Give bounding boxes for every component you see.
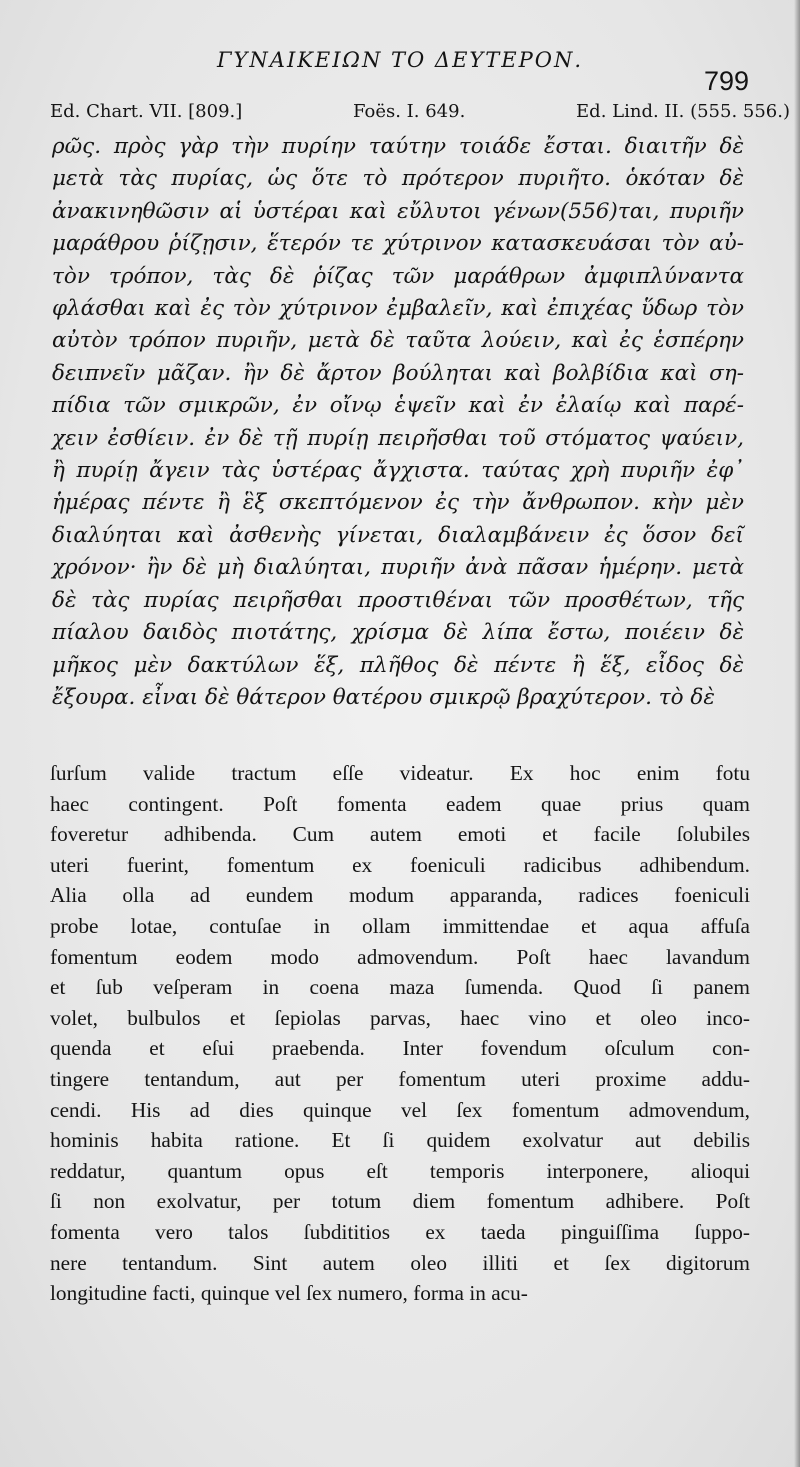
latin-line: quenda et eſui praebenda. Inter fovendum oſculum con- <box>50 1036 750 1061</box>
latin-line: reddatur, quantum opus eſt temporis interponere, alioqui <box>50 1158 750 1183</box>
greek-line: χρόνον· ἢν δὲ μὴ διαλύηται, πυριῆν ἀνὰ πᾶσαν ἡμέρην. μετὰ <box>52 555 744 581</box>
latin-line: foveretur adhibenda. Cum autem emoti et facile ſolubiles <box>50 822 750 847</box>
edition-ref-foes: Foës. I. 649. <box>353 101 466 122</box>
edition-ref-lind: Ed. Lind. II. (555. 556.) <box>576 101 790 122</box>
greek-line: ἀνακινηθῶσιν αἱ ὑστέραι καὶ εὔλυτοι γένων(556)ται, πυριῆν <box>52 198 744 224</box>
latin-line: haec contingent. Poſt fomenta eadem quae prius quam <box>50 791 750 816</box>
latin-line: ſi non exolvatur, per totum diem fomentum adhibere. Poſt <box>50 1189 750 1214</box>
greek-line: ρῶς. πρὸς γὰρ τὴν πυρίην ταύτην τοιάδε ἔσται. διαιτῆν δὲ <box>52 134 744 159</box>
greek-line: ἔξουρα. εἶναι δὲ θάτερον θατέρου σμικρῷ βραχύτερον. τὸ δὲ <box>52 684 715 710</box>
latin-line: nere tentandum. Sint autem oleo illiti et ſex digitorum <box>50 1250 750 1275</box>
page-edge-shadow <box>794 0 800 1467</box>
greek-line: πίαλου δαιδὸς πιοτάτης, χρίσμα δὲ λίπα ἔστω, ποιέειν δὲ <box>52 620 744 646</box>
running-title: ΓΥΝΑΙΚΕΙΩΝ ΤΟ ΔΕΥΤΕΡΟΝ. <box>216 48 584 72</box>
page-number: 799 <box>704 66 750 96</box>
greek-line: τὸν τρόπον, τὰς δὲ ῥίζας τῶν μαράθρων ἀμφιπλύναντα <box>52 263 744 289</box>
greek-text-block <box>52 131 744 714</box>
greek-line: δειπνεῖν μᾶζαν. ἢν δὲ ἄρτον βούληται καὶ βολβίδια καὶ ση- <box>52 360 744 386</box>
latin-line: Alia olla ad eundem modum apparanda, radices foeniculi <box>50 883 750 908</box>
greek-line: φλάσθαι καὶ ἐς τὸν χύτρινον ἐμβαλεῖν, καὶ ἐπιχέας ὕδωρ τὸν <box>52 296 744 322</box>
greek-line: αὐτὸν τρόπον πυριῆν, μετὰ δὲ ταῦτα λούειν, καὶ ἐς ἑσπέρην <box>52 328 744 354</box>
greek-line: μῆκος μὲν δακτύλων ἕξ, πλῆθος δὲ πέντε ἢ ἕξ, εἶδος δὲ <box>52 652 744 678</box>
greek-line: δὲ τὰς πυρίας πειρῆσθαι προστιθέναι τῶν προσθέτων, τῆς <box>52 587 744 613</box>
greek-line: πίδια τῶν σμικρῶν, ἐν οἴνῳ ἑψεῖν καὶ ἐν ἐλαίῳ καὶ παρέ- <box>52 393 744 419</box>
latin-line: longitudine facti, quinque vel ſex numero, forma in acu- <box>50 1281 528 1306</box>
latin-text-block <box>50 758 750 1309</box>
greek-line: ἢ πυρίῃ ἄγειν τὰς ὑστέρας ἄγχιστα. ταύτας χρὴ πυριῆν ἐφ᾽ <box>52 458 744 484</box>
greek-line: διαλύηται καὶ ἀσθενὴς γίνεται, διαλαμβάνειν ἐς ὅσον δεῖ <box>52 522 744 548</box>
latin-line: volet, bulbulos et ſepiolas parvas, haec vino et oleo inco- <box>50 1005 750 1030</box>
latin-line: uteri fuerint, fomentum ex foeniculi radicibus adhibendum. <box>50 852 750 877</box>
greek-line: μαράθρου ῥίζῃσιν, ἕτερόν τε χύτρινον κατασκευάσαι τὸν αὐ- <box>52 231 744 257</box>
latin-line: cendi. His ad dies quinque vel ſex fomentum admovendum, <box>50 1097 750 1122</box>
edition-references <box>50 101 790 122</box>
latin-line: fomentum eodem modo admovendum. Poſt haec lavandum <box>50 944 750 969</box>
latin-line: et ſub veſperam in coena maza ſumenda. Quod ſi panem <box>50 975 750 1000</box>
latin-line: ſurſum valide tractum eſſe videatur. Ex hoc enim fotu <box>50 761 750 785</box>
edition-ref-chartier: Ed. Chart. VII. [809.] <box>50 101 243 122</box>
greek-line: χειν ἐσθίειν. ἐν δὲ τῇ πυρίῃ πειρῆσθαι τοῦ στόματος ψαύειν, <box>52 425 744 451</box>
latin-line: probe lotae, contuſae in ollam immittendae et aqua affuſa <box>50 913 750 938</box>
latin-line: hominis habita ratione. Et ſi quidem exolvatur aut debilis <box>50 1128 750 1153</box>
greek-line: ἡμέρας πέντε ἢ ἓξ σκεπτόμενον ἐς τὴν ἄνθρωπον. κὴν μὲν <box>52 490 744 516</box>
greek-line: μετὰ τὰς πυρίας, ὡς ὅτε τὸ πρότερον πυριῆτο. ὁκόταν δὲ <box>52 166 744 192</box>
latin-line: fomenta vero talos ſubdititios ex taeda pinguiſſima ſuppo- <box>50 1219 750 1244</box>
latin-line: tingere tentandum, aut per fomentum uteri proxime addu- <box>50 1066 750 1091</box>
